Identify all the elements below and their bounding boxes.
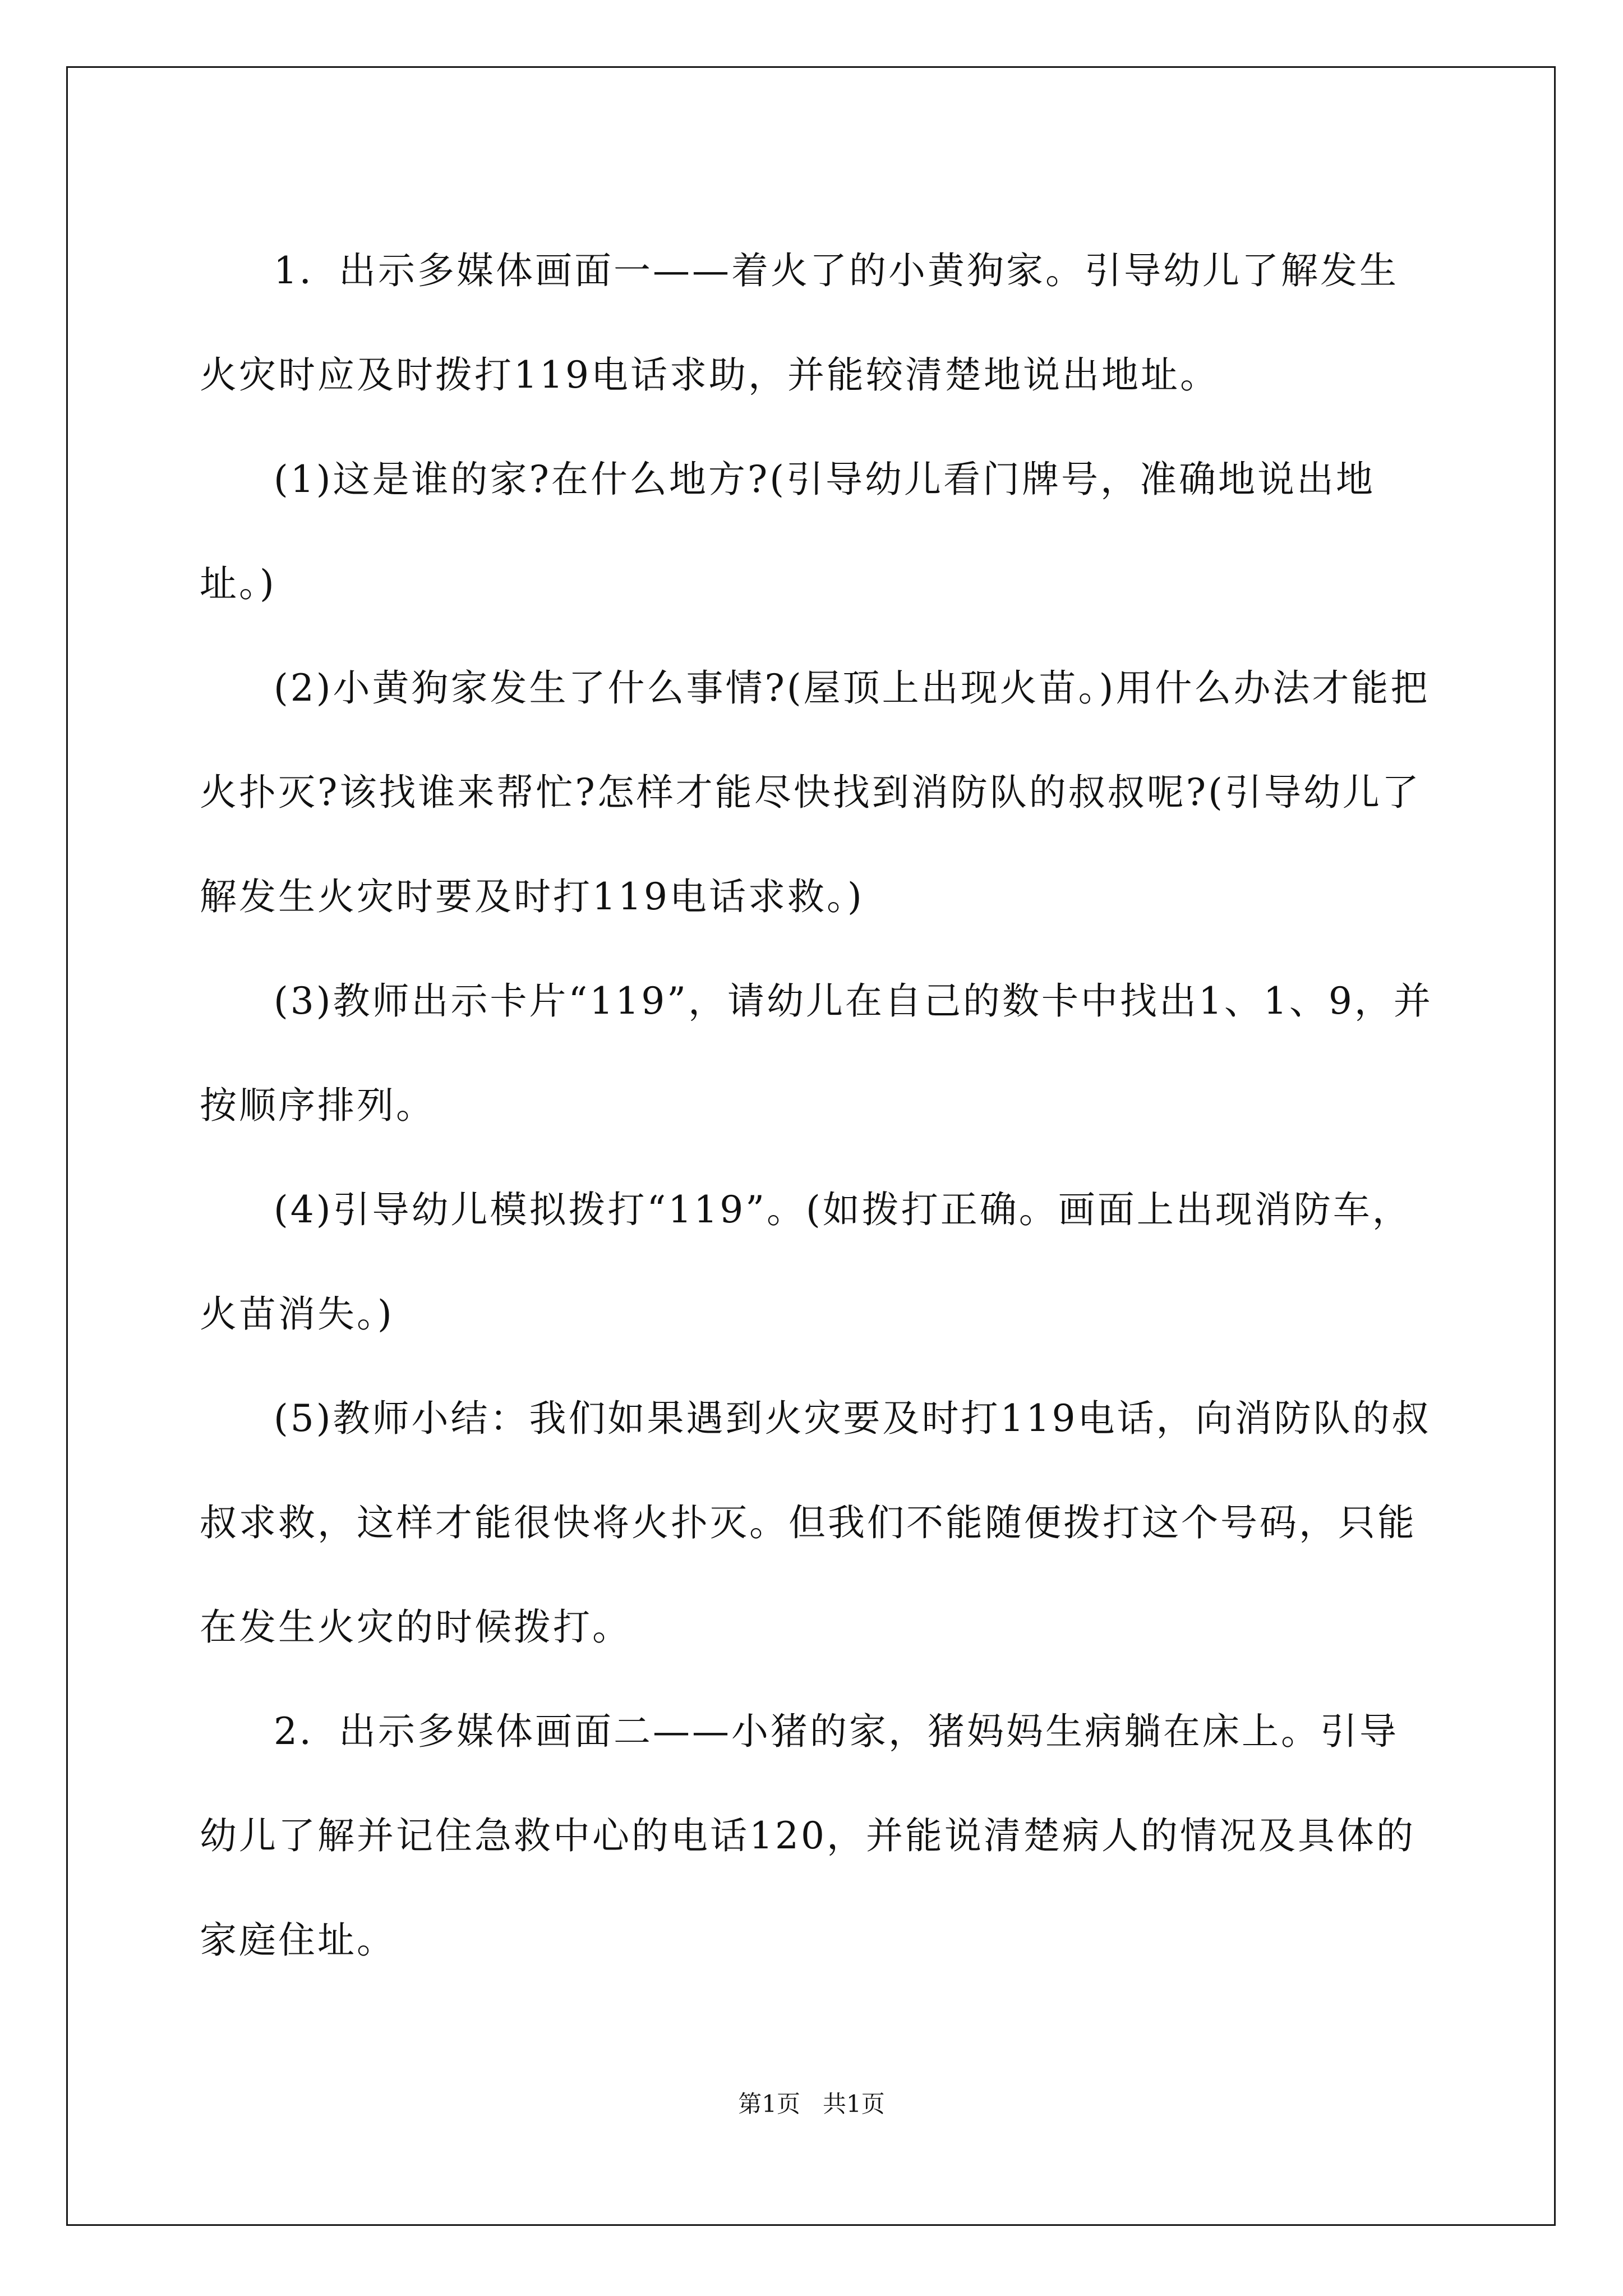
page-number: 第1页: [738, 2090, 800, 2118]
paragraph-1: 1．出示多媒体画面一——着火了的小黄狗家。引导幼儿了解发生火灾时应及时拨打119电话求助，并能较清楚地说出地址。: [200, 249, 1399, 397]
paragraph-7: 2．出示多媒体画面二——小猪的家，猪妈妈生病躺在床上。引导幼儿了解并记住急救中心的电话120，并能说清楚病人的情况及具体的家庭住址。: [200, 1710, 1415, 1962]
page-footer: [0, 2086, 1623, 2119]
page-total: 共1页: [823, 2090, 885, 2118]
paragraph-4: (3)教师出示卡片“119”，请幼儿在自己的数卡中找出1、1、9，并按顺序排列。: [200, 979, 1433, 1127]
paragraph-3: (2)小黄狗家发生了什么事情?(屋顶上出现火苗。)用什么办法才能把火扑灭?该找谁来帮忙?怎样才能尽快找到消防队的叔叔呢?(引导幼儿了解发生火灾时要及时打119电话求救。): [200, 666, 1430, 918]
paragraph-6: (5)教师小结：我们如果遇到火灾要及时打119电话，向消防队的叔叔求救，这样才能很快将火扑灭。但我们不能随便拨打这个号码，只能在发生火灾的时候拨打。: [200, 1397, 1431, 1649]
paragraph-5: (4)引导幼儿模拟拨打“119”。(如拨打正确。画面上出现消防车，火苗消失。): [200, 1188, 1412, 1336]
paragraph-2: (1)这是谁的家?在什么地方?(引导幼儿看门牌号，准确地说出地址。): [200, 458, 1376, 605]
document-body: [200, 219, 1433, 1993]
